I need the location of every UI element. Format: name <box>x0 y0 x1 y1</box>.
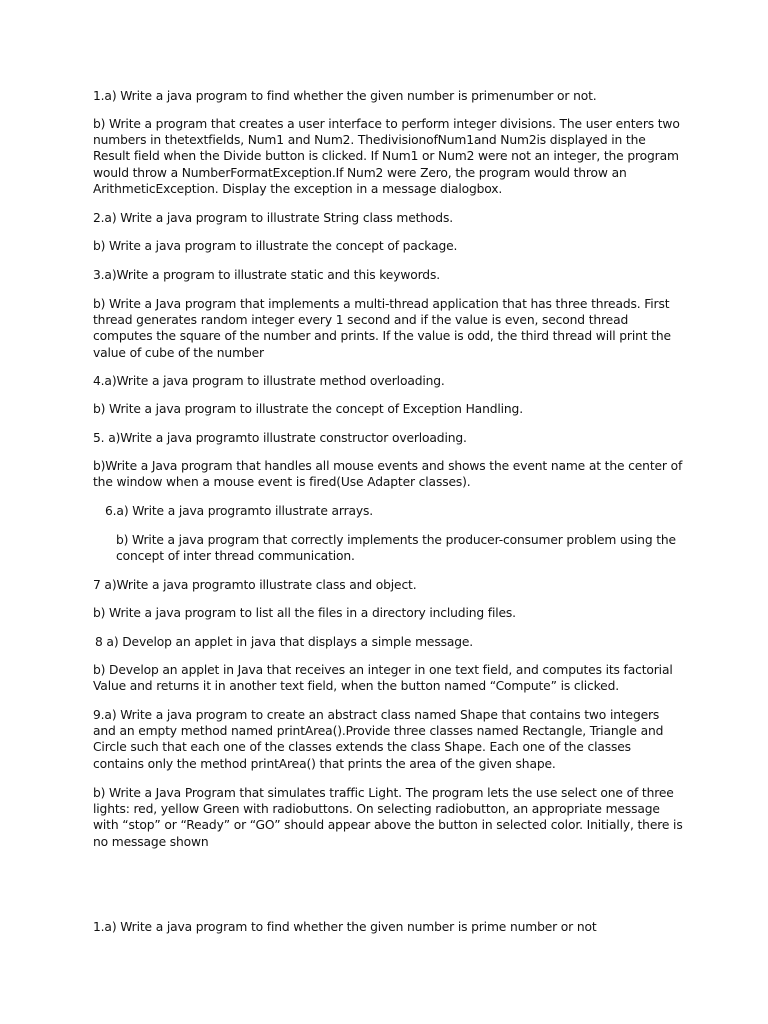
paragraph-repeat-1a: 1.a) Write a java program to find whether the given number is prime number or not <box>93 920 597 934</box>
paragraph-3b: b) Write a Java program that implements a multi-thread application that has three threads. First thread generates random integer every 1 second and if the value is even, second thread computes the square of the number and prints. If the value is odd, the third thread will print the value of cube of the number <box>93 297 671 360</box>
paragraph-2a: 2.a) Write a java program to illustrate String class methods. <box>93 211 453 225</box>
paragraph-6a: 6.a) Write a java programto illustrate arrays. <box>105 504 374 518</box>
paragraph-6b: b) Write a java program that correctly implements the producer-consumer problem using the concept of inter thread communication. <box>116 533 676 564</box>
paragraph-8b: b) Develop an applet in Java that receives an integer in one text field, and computes its factorial Value and returns it in another text field, when the button named “Compute” is clicked. <box>93 663 673 694</box>
paragraph-9a: 9.a) Write a java program to create an abstract class named Shape that contains two integers and an empty method named printArea().Provide three classes named Rectangle, Triangle and Circle such that each one of the classes extends the class Shape. Each one of the classes contains only the method printArea() that prints the area of the given shape. <box>93 708 664 771</box>
paragraph-4a: 4.a)Write a java program to illustrate method overloading. <box>93 374 445 388</box>
paragraph-1b: b) Write a program that creates a user interface to perform integer divisions. The user enters two numbers in thetextfields, Num1 and Num2. ThedivisionofNum1and Num2is displayed in the Result field when the Divide button is clicked. If Num1 or Num2 were not an integer, the program would throw a NumberFormatException.If Num2 were Zero, the program would throw an ArithmeticException. Display the exception in a message dialogbox. <box>93 117 680 196</box>
paragraph-7a: 7 a)Write a java programto illustrate class and object. <box>93 578 417 592</box>
paragraph-7b: b) Write a java program to list all the files in a directory including files. <box>93 606 516 620</box>
paragraph-8a: 8 a) Develop an applet in java that displays a simple message. <box>95 635 474 649</box>
paragraph-2b: b) Write a java program to illustrate the concept of package. <box>93 239 458 253</box>
paragraph-4b: b) Write a java program to illustrate the concept of Exception Handling. <box>93 402 523 416</box>
paragraph-9b: b) Write a Java Program that simulates traffic Light. The program lets the use select one of three lights: red, yellow Green with radiobuttons. On selecting radiobutton, an appropriate message with “stop” or “Ready” or “GO” should appear above the button in selected color. Initially, there is no message shown <box>93 786 683 849</box>
paragraph-5b: b)Write a Java program that handles all mouse events and shows the event name at the center of the window when a mouse event is fired(Use Adapter classes). <box>93 459 683 490</box>
paragraph-3a: 3.a)Write a program to illustrate static and this keywords. <box>93 268 440 282</box>
paragraph-5a: 5. a)Write a java programto illustrate constructor overloading. <box>93 431 467 445</box>
paragraph-1a: 1.a) Write a java program to find whether the given number is primenumber or not. <box>93 89 597 103</box>
